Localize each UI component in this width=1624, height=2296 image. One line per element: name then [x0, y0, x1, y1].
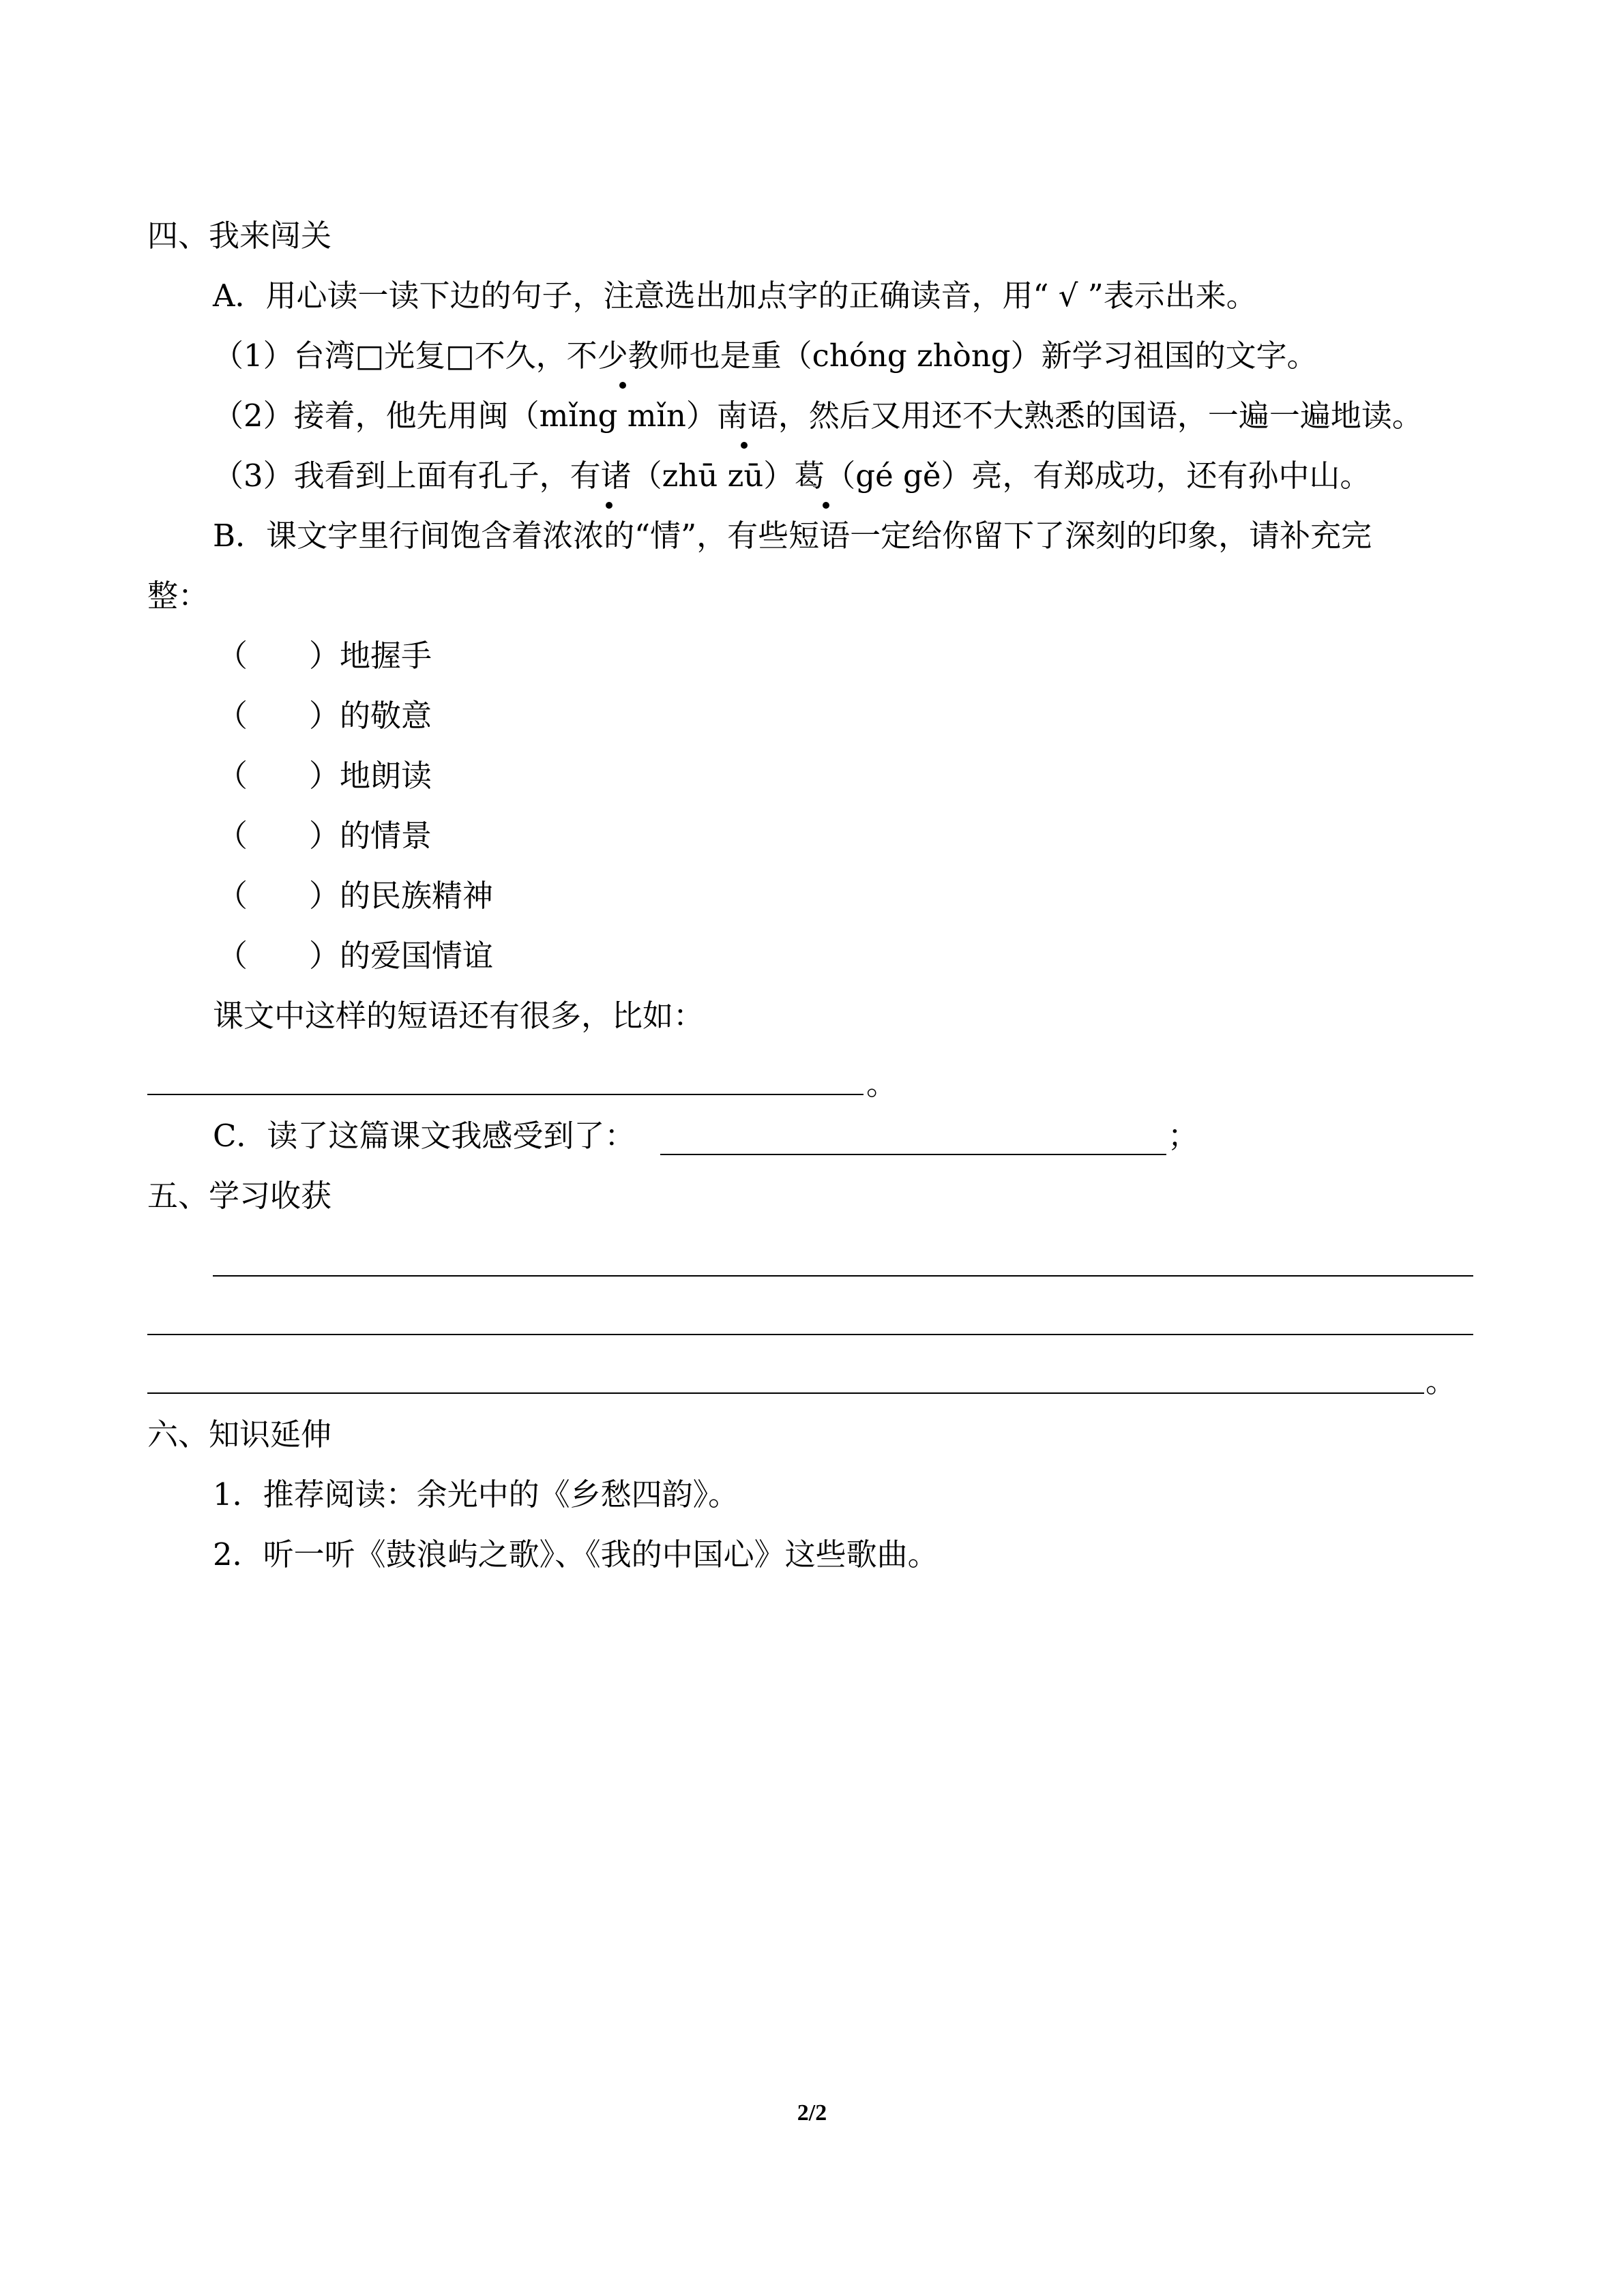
phrase-blank-6[interactable]: （ ）的爱国情谊	[217, 938, 494, 974]
part-c-label: C．读了这篇课文我感受到了：	[213, 1118, 636, 1154]
harvest-answer-line-3[interactable]	[147, 1392, 1424, 1394]
part-c-answer-line[interactable]	[660, 1154, 1166, 1155]
part-b-instruction: B．课文字里行间饱含着浓浓的“情”，有些短语一定给你留下了深刻的印象，请补充完	[213, 518, 1372, 554]
emphasis-dot	[823, 502, 829, 509]
phrase-blank-5[interactable]: （ ）的民族精神	[217, 878, 494, 914]
part-a-item-3: （3）我看到上面有孔子，有诸（zhū zū）葛（gé gě）亮，有郑成功，还有孙中山。	[213, 458, 1371, 494]
phrase-blank-4[interactable]: （ ）的情景	[217, 818, 432, 854]
phrase-blank-3[interactable]: （ ）地朗读	[217, 758, 432, 794]
page-number: 2/2	[797, 2100, 827, 2126]
more-phrases-end-mark: 。	[866, 1066, 898, 1102]
emphasis-dot	[741, 442, 748, 449]
extension-item-1: 1．推荐阅读：余光中的《乡愁四韵》。	[213, 1476, 739, 1512]
harvest-answer-line-1[interactable]	[213, 1275, 1473, 1277]
part-c-end-mark: ；	[1168, 1118, 1199, 1154]
harvest-end-mark: 。	[1426, 1363, 1457, 1399]
harvest-answer-line-2[interactable]	[147, 1334, 1473, 1335]
phrase-blank-1[interactable]: （ ）地握手	[217, 638, 432, 674]
part-a-item-1: （1）台湾□光复□不久，不少教师也是重（chóng zhòng）新学习祖国的文字。	[213, 338, 1318, 374]
section5-heading: 五、学习收获	[147, 1178, 332, 1214]
part-b-instruction-cont: 整：	[147, 578, 209, 614]
phrase-blank-2[interactable]: （ ）的敬意	[217, 698, 432, 734]
more-phrases-prompt: 课文中这样的短语还有很多，比如：	[213, 998, 705, 1034]
more-phrases-answer-line[interactable]	[147, 1094, 863, 1095]
extension-item-2: 2．听一听《鼓浪屿之歌》、《我的中国心》这些歌曲。	[213, 1536, 939, 1572]
section4-heading: 四、我来闯关	[147, 218, 332, 254]
section6-heading: 六、知识延伸	[147, 1416, 332, 1452]
part-a-item-2: （2）接着，他先用闽（mǐng mǐn）南语，然后又用还不大熟悉的国语，一遍一遍地读。	[213, 398, 1423, 434]
emphasis-dot	[606, 502, 612, 509]
part-a-instruction: A．用心读一读下边的句子，注意选出加点字的正确读音，用“ √ ”表示出来。	[213, 278, 1257, 314]
emphasis-dot	[619, 382, 626, 389]
